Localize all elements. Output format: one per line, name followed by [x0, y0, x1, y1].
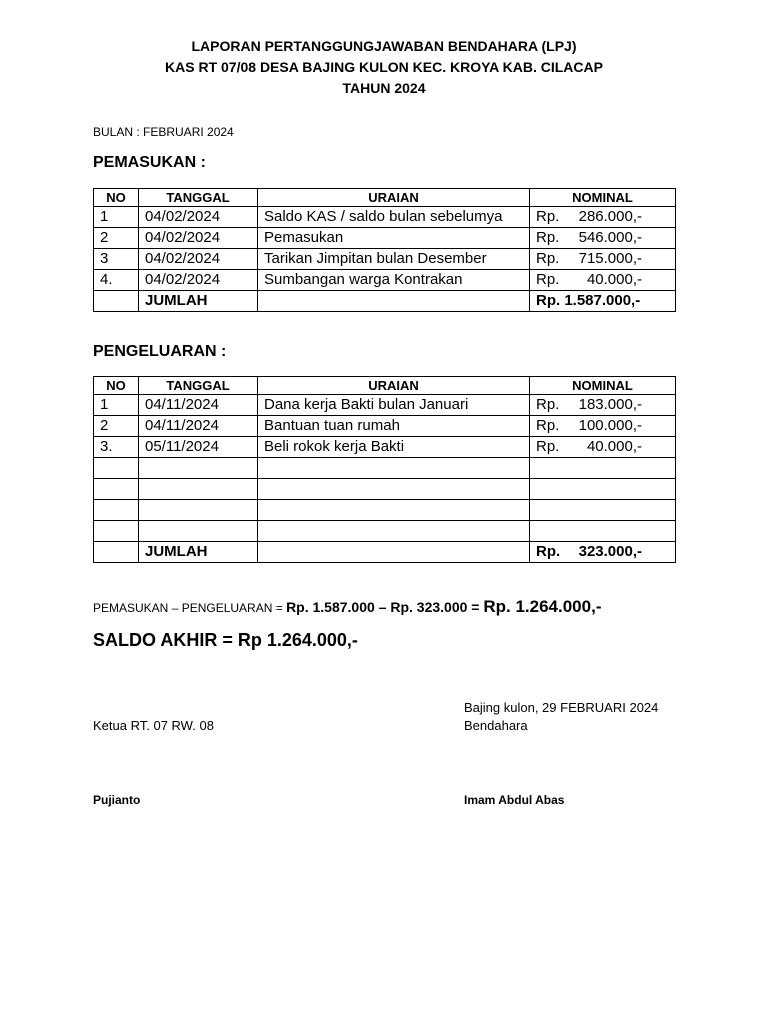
table-header-row — [94, 189, 676, 207]
row-amount-cell — [530, 270, 676, 291]
row-description: Beli rokok kerja Bakti — [258, 437, 530, 458]
row-amount-cell — [530, 395, 676, 416]
row-number: 1 — [94, 395, 139, 416]
month-label: BULAN : FEBRUARI 2024 — [93, 125, 234, 139]
total-value: Rp. 1.587.000,- — [530, 291, 676, 312]
amount-value: 40.000,- — [586, 271, 642, 288]
amount-value: 715.000,- — [578, 250, 642, 267]
table-header-row — [94, 377, 676, 395]
row-number: 4. — [94, 270, 139, 291]
currency-label: Rp. — [536, 543, 561, 560]
total-row — [94, 291, 676, 312]
row-description: Pemasukan — [258, 228, 530, 249]
row-description: Dana kerja Bakti bulan Januari — [258, 395, 530, 416]
table-row — [94, 458, 676, 479]
currency-label: Rp. — [536, 271, 560, 288]
report-title: LAPORAN PERTANGGUNGJAWABAN BENDAHARA (LPJ) — [191, 38, 577, 54]
row-description — [258, 458, 530, 479]
calculation-expression: Rp. 1.587.000 – Rp. 323.000 = — [286, 599, 484, 615]
table-row — [94, 500, 676, 521]
total-value: 323.000,- — [578, 543, 642, 560]
currency-label: Rp. — [536, 438, 560, 455]
row-number — [94, 521, 139, 542]
row-date: 04/02/2024 — [139, 207, 258, 228]
final-balance: SALDO AKHIR = Rp 1.264.000,- — [93, 630, 358, 650]
row-description: Saldo KAS / saldo bulan sebelumya — [258, 207, 530, 228]
table-row — [94, 479, 676, 500]
column-header: NO — [94, 377, 139, 395]
income-table — [93, 188, 676, 312]
table-row — [94, 270, 676, 291]
currency-label: Rp. — [536, 250, 560, 267]
row-amount-cell — [530, 458, 676, 479]
table-row — [94, 437, 676, 458]
signature-place-date: Bajing kulon, 29 FEBRUARI 2024 — [464, 700, 659, 715]
currency-label: Rp. — [536, 208, 560, 225]
row-description: Sumbangan warga Kontrakan — [258, 270, 530, 291]
row-number: 3. — [94, 437, 139, 458]
table-row — [94, 395, 676, 416]
row-number — [94, 500, 139, 521]
total-row — [94, 542, 676, 563]
row-date: 04/11/2024 — [139, 416, 258, 437]
row-date: 04/02/2024 — [139, 249, 258, 270]
row-amount-cell — [530, 249, 676, 270]
row-amount-cell — [530, 521, 676, 542]
row-amount-cell — [530, 207, 676, 228]
amount-value: 40.000,- — [586, 438, 642, 455]
signature-role-chairman: Ketua RT. 07 RW. 08 — [93, 718, 214, 733]
expense-table — [93, 376, 676, 563]
row-amount-cell — [530, 416, 676, 437]
row-number — [94, 479, 139, 500]
table-row — [94, 416, 676, 437]
currency-label: Rp. — [536, 229, 560, 246]
row-amount-cell — [530, 479, 676, 500]
amount-value: 286.000,- — [578, 208, 642, 225]
empty-cell — [94, 542, 139, 563]
total-label: JUMLAH — [139, 542, 258, 563]
total-amount-cell — [530, 542, 676, 563]
column-header: NOMINAL — [530, 189, 676, 207]
balance-calculation — [93, 597, 601, 617]
row-number: 2 — [94, 416, 139, 437]
row-amount-cell — [530, 228, 676, 249]
currency-label: Rp. — [536, 417, 560, 434]
report-subtitle: KAS RT 07/08 DESA BAJING KULON KEC. KROYA KAB. CILACAP — [165, 59, 603, 75]
report-year: TAHUN 2024 — [342, 80, 426, 96]
row-date: 04/02/2024 — [139, 270, 258, 291]
amount-value: 100.000,- — [578, 417, 642, 434]
table-row — [94, 228, 676, 249]
calculation-label: PEMASUKAN – PENGELUARAN = — [93, 601, 287, 615]
signature-role-treasurer: Bendahara — [464, 718, 528, 733]
column-header: TANGGAL — [139, 377, 258, 395]
table-row — [94, 249, 676, 270]
column-header: NO — [94, 189, 139, 207]
row-date — [139, 500, 258, 521]
row-date: 04/02/2024 — [139, 228, 258, 249]
empty-cell — [94, 291, 139, 312]
column-header: URAIAN — [258, 189, 530, 207]
row-description — [258, 521, 530, 542]
row-description — [258, 500, 530, 521]
column-header: URAIAN — [258, 377, 530, 395]
expense-heading: PENGELUARAN : — [93, 343, 227, 360]
row-description: Tarikan Jimpitan bulan Desember — [258, 249, 530, 270]
row-date — [139, 479, 258, 500]
signature-name-treasurer: Imam Abdul Abas — [464, 793, 565, 807]
column-header: TANGGAL — [139, 189, 258, 207]
row-number: 1 — [94, 207, 139, 228]
row-number: 3 — [94, 249, 139, 270]
amount-value: 546.000,- — [578, 229, 642, 246]
currency-label: Rp. — [536, 396, 560, 413]
row-date: 05/11/2024 — [139, 437, 258, 458]
row-description — [258, 479, 530, 500]
row-number — [94, 458, 139, 479]
amount-value: 183.000,- — [578, 396, 642, 413]
table-row — [94, 207, 676, 228]
row-number: 2 — [94, 228, 139, 249]
row-date — [139, 458, 258, 479]
income-heading: PEMASUKAN : — [93, 154, 206, 171]
empty-cell — [258, 542, 530, 563]
signature-name-chairman: Pujianto — [93, 793, 141, 807]
empty-cell — [258, 291, 530, 312]
row-amount-cell — [530, 500, 676, 521]
calculation-result: Rp. 1.264.000,- — [483, 597, 602, 616]
row-date — [139, 521, 258, 542]
row-date: 04/11/2024 — [139, 395, 258, 416]
table-row — [94, 521, 676, 542]
total-label: JUMLAH — [139, 291, 258, 312]
row-description: Bantuan tuan rumah — [258, 416, 530, 437]
row-amount-cell — [530, 437, 676, 458]
column-header: NOMINAL — [530, 377, 676, 395]
